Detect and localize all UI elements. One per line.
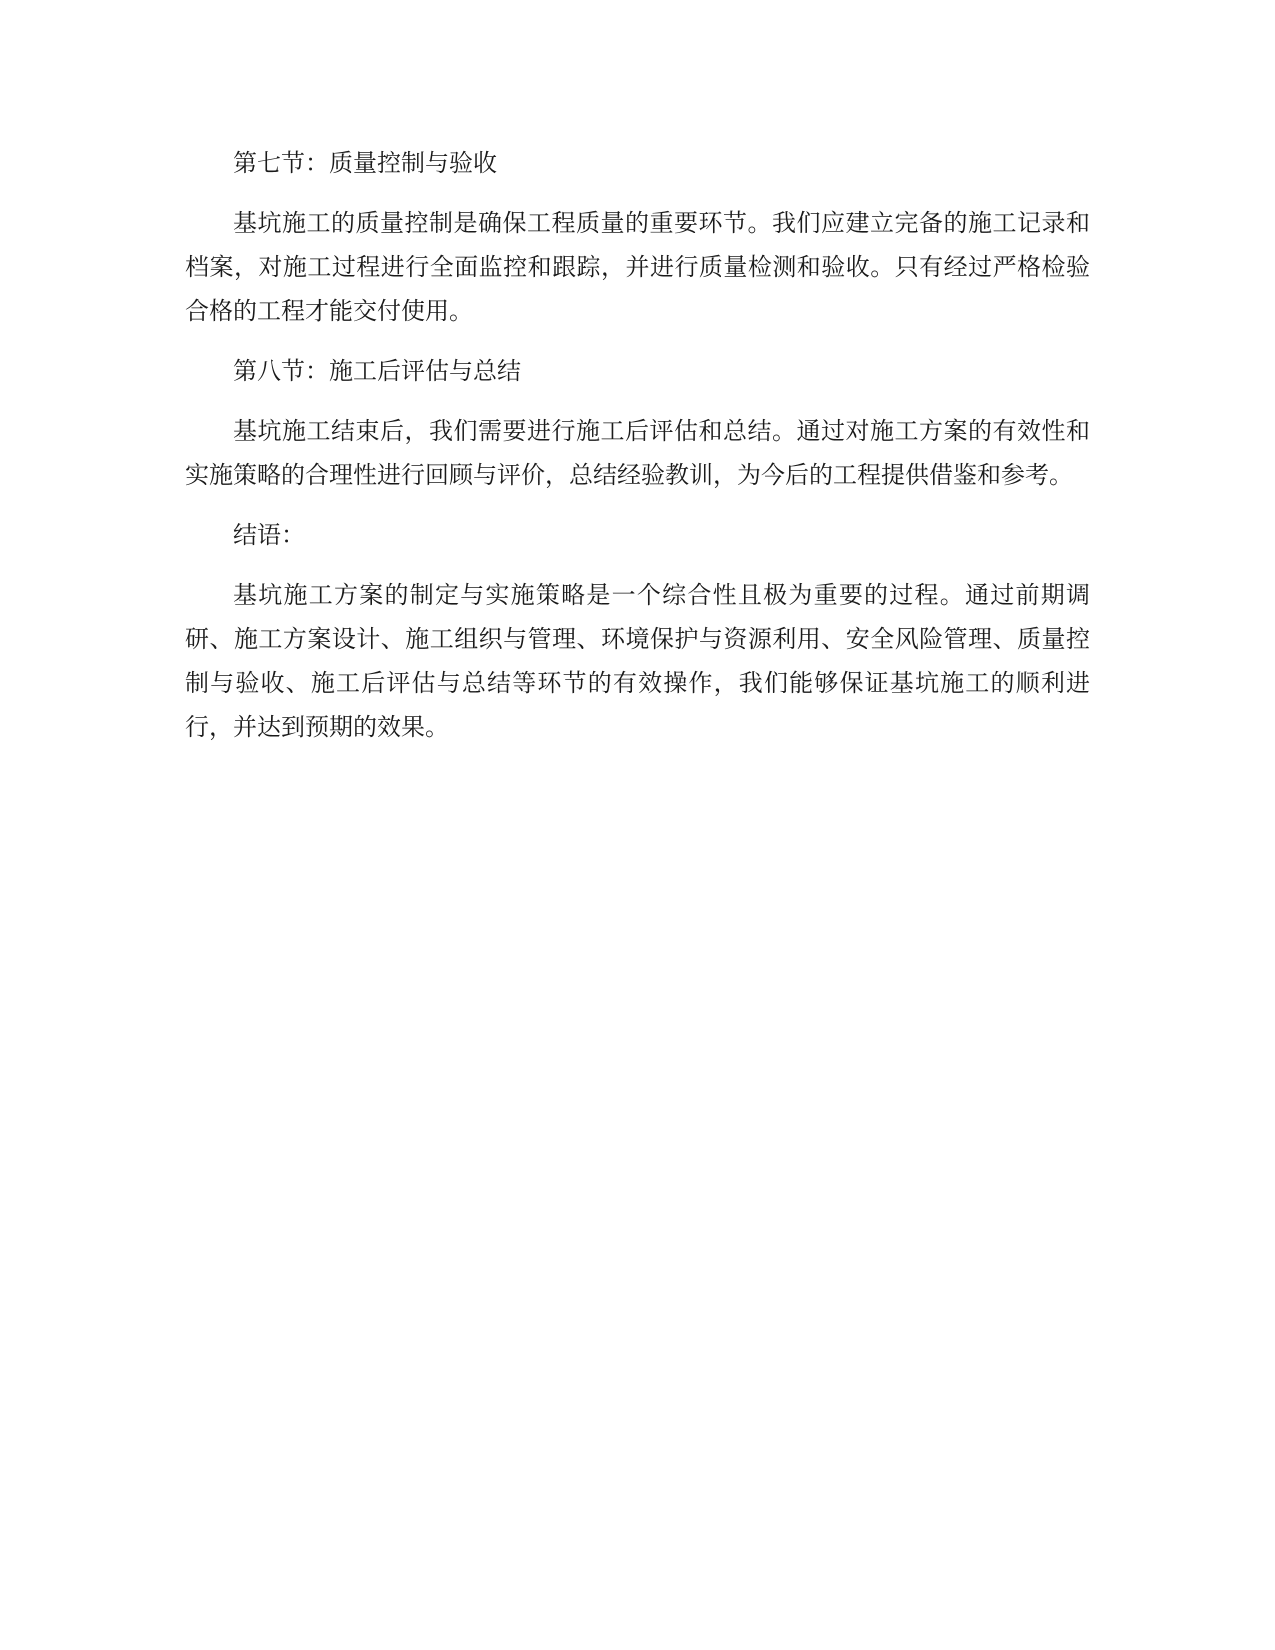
- conclusion-heading: 结语：: [233, 521, 305, 549]
- section-heading-8: 第八节：施工后评估与总结: [233, 357, 521, 385]
- section-heading-7: 第七节：质量控制与验收: [233, 149, 497, 177]
- document-body: [185, 141, 1090, 765]
- paragraph-quality-control: 基坑施工的质量控制是确保工程质量的重要环节。我们应建立完备的施工记录和档案，对施工过程进行全面监控和跟踪，并进行质量检测和验收。只有经过严格检验合格的工程才能交付使用。: [185, 209, 1090, 325]
- paragraph-post-construction-review: 基坑施工结束后，我们需要进行施工后评估和总结。通过对施工方案的有效性和实施策略的合理性进行回顾与评价，总结经验教训，为今后的工程提供借鉴和参考。: [185, 417, 1090, 489]
- paragraph-conclusion: 基坑施工方案的制定与实施策略是一个综合性且极为重要的过程。通过前期调研、施工方案设计、施工组织与管理、环境保护与资源利用、安全风险管理、质量控制与验收、施工后评估与总结等环节的有效操作，我们能够保证基坑施工的顺利进行，并达到预期的效果。: [185, 581, 1090, 741]
